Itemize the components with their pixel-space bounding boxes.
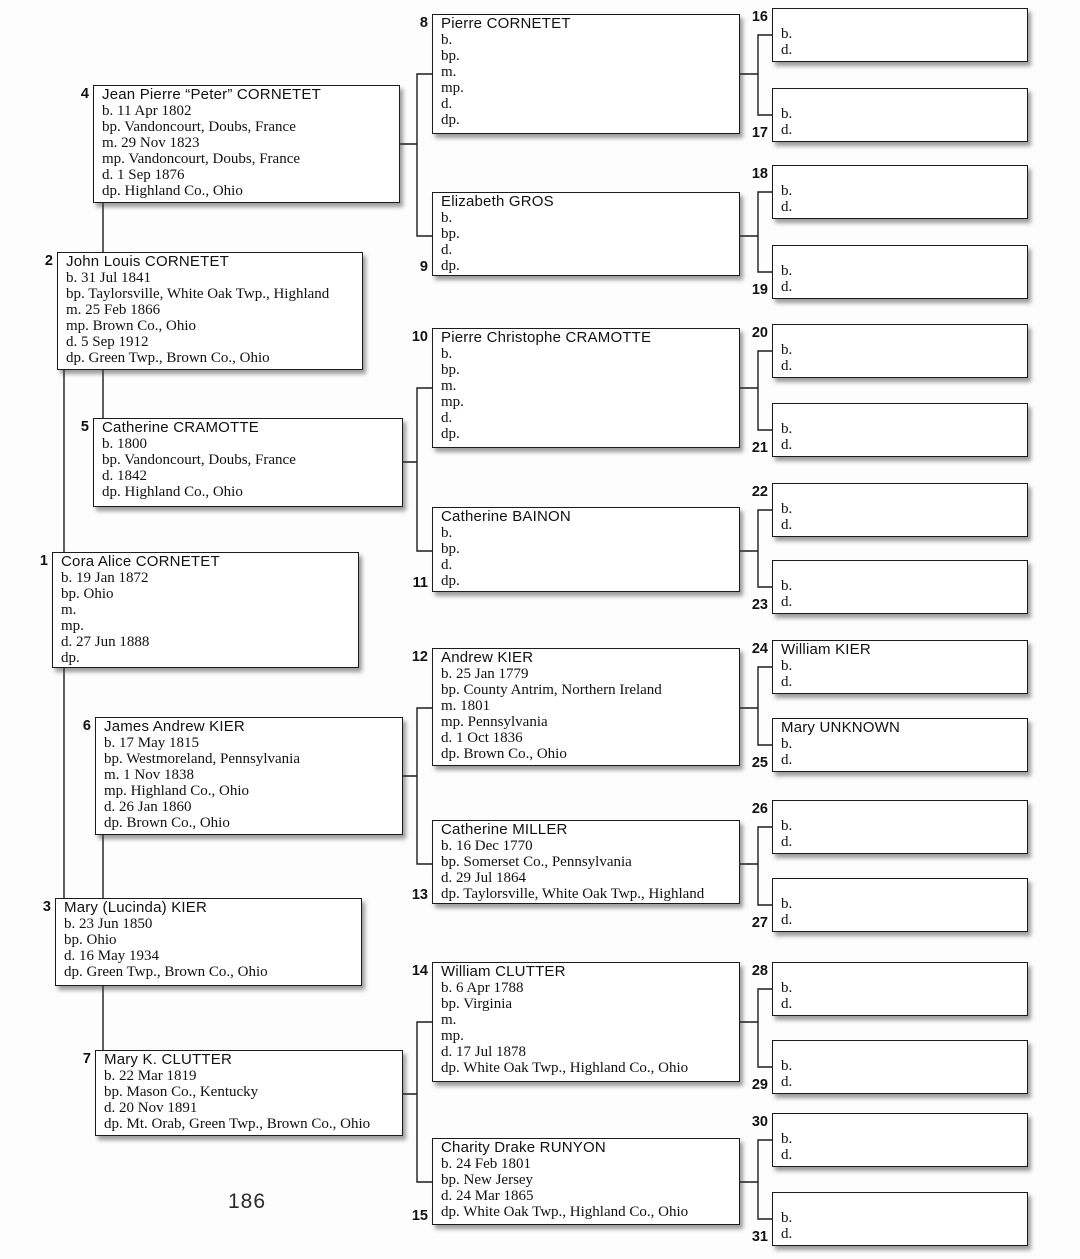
birth-line: b. bbox=[781, 421, 793, 437]
deathplace-line: dp. bbox=[441, 258, 460, 274]
birthplace-line: bp. New Jersey bbox=[441, 1172, 534, 1188]
marriageplace-line: mp. bbox=[441, 394, 464, 410]
page-number: 186 bbox=[228, 1190, 267, 1213]
marriage-line: m. 25 Feb 1866 bbox=[66, 302, 161, 318]
bracket-20-21 bbox=[740, 351, 772, 430]
person-box-4 bbox=[93, 85, 400, 203]
person-box-25 bbox=[772, 718, 1028, 772]
birthplace-line: bp. Ohio bbox=[61, 586, 114, 602]
person-name: Catherine MILLER bbox=[441, 821, 568, 838]
deathplace-line: dp. Mt. Orab, Green Twp., Brown Co., Ohio bbox=[104, 1116, 371, 1132]
deathplace-line: dp. Brown Co., Ohio bbox=[104, 815, 230, 831]
marriageplace-line: mp. Highland Co., Ohio bbox=[104, 783, 249, 799]
birth-line: b. 11 Apr 1802 bbox=[102, 103, 192, 119]
birthplace-line: bp. Mason Co., Kentucky bbox=[104, 1084, 259, 1100]
marriage-line: m. 1 Nov 1838 bbox=[104, 767, 194, 783]
death-line: d. bbox=[781, 122, 793, 138]
bracket-22-23 bbox=[740, 510, 772, 587]
death-line: d. 20 Nov 1891 bbox=[104, 1100, 198, 1116]
birth-line: b. bbox=[781, 818, 793, 834]
birth-line: b. 24 Feb 1801 bbox=[441, 1156, 531, 1172]
person-number-15: 15 bbox=[411, 1208, 428, 1224]
birthplace-line: bp. Vandoncourt, Doubs, France bbox=[102, 452, 296, 468]
person-number-6: 6 bbox=[82, 718, 91, 734]
deathplace-line: dp. Highland Co., Ohio bbox=[102, 484, 243, 500]
deathplace-line: dp. bbox=[441, 112, 460, 128]
death-line: d. bbox=[781, 1147, 793, 1163]
death-line: d. bbox=[441, 557, 453, 573]
person-name bbox=[781, 485, 1023, 501]
birth-line: b. bbox=[781, 1131, 793, 1147]
person-number-26: 26 bbox=[751, 801, 768, 817]
person-name: William KIER bbox=[781, 641, 871, 658]
death-line: d. bbox=[441, 96, 453, 112]
person-box-17 bbox=[772, 88, 1028, 142]
person-name bbox=[781, 1042, 1023, 1058]
person-box-3 bbox=[55, 898, 362, 986]
person-box-16 bbox=[772, 8, 1028, 62]
marriage-line: m. 1801 bbox=[441, 698, 491, 714]
person-name: Charity Drake RUNYON bbox=[441, 1139, 606, 1156]
deathplace-line: dp. bbox=[61, 650, 80, 666]
person-name bbox=[781, 405, 1023, 421]
bracket-26-27 bbox=[740, 827, 772, 905]
bracket-16-17 bbox=[740, 35, 772, 115]
person-number-1: 1 bbox=[39, 553, 48, 569]
deathplace-line: dp. bbox=[441, 426, 460, 442]
person-box-27 bbox=[772, 878, 1028, 932]
person-name: Cora Alice CORNETET bbox=[61, 553, 220, 570]
person-number-23: 23 bbox=[751, 597, 768, 613]
birth-line: b. 1800 bbox=[102, 436, 147, 452]
person-name: James Andrew KIER bbox=[104, 718, 245, 735]
person-number-28: 28 bbox=[751, 963, 768, 979]
person-number-29: 29 bbox=[751, 1077, 768, 1093]
person-number-11: 11 bbox=[412, 575, 428, 591]
birth-line: b. bbox=[781, 736, 793, 752]
death-line: d. 1 Oct 1836 bbox=[441, 730, 523, 746]
person-number-25: 25 bbox=[751, 755, 768, 771]
person-box-31 bbox=[772, 1192, 1028, 1246]
bracket-12-13 bbox=[403, 708, 432, 864]
birth-line: b. 23 Jun 1850 bbox=[64, 916, 153, 932]
death-line: d. bbox=[781, 594, 793, 610]
person-number-18: 18 bbox=[751, 166, 768, 182]
birthplace-line: bp. bbox=[441, 48, 460, 64]
bracket-28-29 bbox=[740, 989, 772, 1067]
person-name bbox=[781, 167, 1023, 183]
deathplace-line: dp. White Oak Twp., Highland Co., Ohio bbox=[441, 1060, 689, 1076]
birth-line: b. bbox=[781, 263, 793, 279]
death-line: d. bbox=[781, 912, 793, 928]
person-box-6 bbox=[95, 717, 403, 835]
person-number-12: 12 bbox=[411, 649, 428, 665]
marriageplace-line: mp. bbox=[441, 80, 464, 96]
person-box-26 bbox=[772, 800, 1028, 854]
person-name: William CLUTTER bbox=[441, 963, 566, 980]
person-box-20 bbox=[772, 324, 1028, 378]
birth-line: b. bbox=[781, 501, 793, 517]
person-name: Mary K. CLUTTER bbox=[104, 1051, 233, 1068]
person-number-9: 9 bbox=[419, 259, 428, 275]
birth-line: b. bbox=[781, 896, 793, 912]
person-name bbox=[781, 562, 1023, 578]
birth-line: b. bbox=[781, 106, 793, 122]
person-box-9 bbox=[432, 192, 740, 276]
person-box-24 bbox=[772, 640, 1028, 694]
person-box-21 bbox=[772, 403, 1028, 457]
marriage-line: m. bbox=[61, 602, 77, 618]
marriageplace-line: mp. bbox=[61, 618, 84, 634]
person-box-18 bbox=[772, 165, 1028, 219]
birth-line: b. bbox=[781, 980, 793, 996]
person-name bbox=[781, 247, 1023, 263]
person-number-22: 22 bbox=[751, 484, 768, 500]
bracket-18-19 bbox=[740, 192, 772, 272]
birthplace-line: bp. Ohio bbox=[64, 932, 117, 948]
birth-line: b. bbox=[781, 1058, 793, 1074]
person-number-31: 31 bbox=[751, 1229, 768, 1245]
death-line: d. bbox=[781, 996, 793, 1012]
birth-line: b. bbox=[781, 26, 793, 42]
person-name: Catherine CRAMOTTE bbox=[102, 419, 259, 436]
birthplace-line: bp. Vandoncourt, Doubs, France bbox=[102, 119, 296, 135]
person-name: Pierre Christophe CRAMOTTE bbox=[441, 329, 652, 346]
death-line: d. bbox=[781, 834, 793, 850]
person-box-12 bbox=[432, 648, 740, 766]
birth-line: b. bbox=[781, 183, 793, 199]
person-box-28 bbox=[772, 962, 1028, 1016]
birth-line: b. 17 May 1815 bbox=[104, 735, 199, 751]
death-line: d. 29 Jul 1864 bbox=[441, 870, 527, 886]
deathplace-line: dp. Green Twp., Brown Co., Ohio bbox=[66, 350, 270, 366]
person-number-14: 14 bbox=[411, 963, 428, 979]
person-number-16: 16 bbox=[751, 9, 768, 25]
person-number-13: 13 bbox=[411, 887, 428, 903]
bracket-24-25 bbox=[740, 667, 772, 745]
birthplace-line: bp. Taylorsville, White Oak Twp., Highland bbox=[66, 286, 330, 302]
marriageplace-line: mp. Pennsylvania bbox=[441, 714, 548, 730]
birth-line: b. bbox=[441, 32, 453, 48]
birth-line: b. 19 Jan 1872 bbox=[61, 570, 149, 586]
person-name bbox=[781, 964, 1023, 980]
person-number-27: 27 bbox=[751, 915, 768, 931]
death-line: d. bbox=[781, 517, 793, 533]
person-name bbox=[781, 326, 1023, 342]
person-name: Pierre CORNETET bbox=[441, 15, 571, 32]
birthplace-line: bp. Virginia bbox=[441, 996, 513, 1012]
birthplace-line: bp. Westmoreland, Pennsylvania bbox=[104, 751, 300, 767]
person-name: John Louis CORNETET bbox=[66, 253, 230, 270]
person-number-21: 21 bbox=[751, 440, 768, 456]
person-box-15 bbox=[432, 1138, 740, 1225]
bracket-8-9 bbox=[400, 74, 432, 236]
birth-line: b. bbox=[441, 525, 453, 541]
death-line: d. bbox=[781, 1226, 793, 1242]
person-box-22 bbox=[772, 483, 1028, 537]
person-box-2 bbox=[57, 252, 363, 370]
person-box-13 bbox=[432, 820, 740, 904]
person-name: Elizabeth GROS bbox=[441, 193, 554, 210]
birth-line: b. 31 Jul 1841 bbox=[66, 270, 152, 286]
person-name bbox=[781, 10, 1023, 26]
person-box-8 bbox=[432, 14, 740, 134]
birthplace-line: bp. bbox=[441, 226, 460, 242]
person-box-10 bbox=[432, 328, 740, 448]
birth-line: b. bbox=[781, 658, 793, 674]
person-name bbox=[781, 1115, 1023, 1131]
deathplace-line: dp. White Oak Twp., Highland Co., Ohio bbox=[441, 1204, 689, 1220]
person-number-19: 19 bbox=[751, 282, 768, 298]
person-number-20: 20 bbox=[751, 325, 768, 341]
deathplace-line: dp. Highland Co., Ohio bbox=[102, 183, 243, 199]
person-box-29 bbox=[772, 1040, 1028, 1094]
person-number-5: 5 bbox=[80, 419, 89, 435]
death-line: d. bbox=[781, 42, 793, 58]
person-name bbox=[781, 880, 1023, 896]
person-box-7 bbox=[95, 1050, 403, 1136]
death-line: d. 27 Jun 1888 bbox=[61, 634, 150, 650]
death-line: d. bbox=[781, 199, 793, 215]
death-line: d. 24 Mar 1865 bbox=[441, 1188, 534, 1204]
person-number-3: 3 bbox=[42, 899, 51, 915]
person-box-1 bbox=[52, 552, 359, 668]
birth-line: b. 16 Dec 1770 bbox=[441, 838, 533, 854]
death-line: d. 1 Sep 1876 bbox=[102, 167, 185, 183]
birthplace-line: bp. Somerset Co., Pennsylvania bbox=[441, 854, 632, 870]
birth-line: b. bbox=[441, 210, 453, 226]
birth-line: b. bbox=[781, 342, 793, 358]
person-box-5 bbox=[93, 418, 403, 507]
death-line: d. bbox=[441, 410, 453, 426]
birth-line: b. bbox=[781, 1210, 793, 1226]
person-name: Mary (Lucinda) KIER bbox=[64, 899, 208, 916]
marriage-line: m. 29 Nov 1823 bbox=[102, 135, 200, 151]
person-number-7: 7 bbox=[82, 1051, 91, 1067]
birth-line: b. bbox=[441, 346, 453, 362]
person-number-2: 2 bbox=[44, 253, 53, 269]
person-name bbox=[781, 90, 1023, 106]
person-box-11 bbox=[432, 507, 740, 592]
bracket-10-11 bbox=[403, 388, 432, 551]
death-line: d. bbox=[781, 674, 793, 690]
death-line: d. 17 Jul 1878 bbox=[441, 1044, 527, 1060]
birthplace-line: bp. bbox=[441, 362, 460, 378]
birth-line: b. 25 Jan 1779 bbox=[441, 666, 529, 682]
person-name bbox=[781, 1194, 1023, 1210]
death-line: d. bbox=[781, 752, 793, 768]
birth-line: b. 22 Mar 1819 bbox=[104, 1068, 197, 1084]
person-box-30 bbox=[772, 1113, 1028, 1167]
death-line: d. 26 Jan 1860 bbox=[104, 799, 192, 815]
person-name: Catherine BAINON bbox=[441, 508, 571, 525]
person-number-8: 8 bbox=[419, 15, 428, 31]
birth-line: b. bbox=[781, 578, 793, 594]
deathplace-line: dp. bbox=[441, 573, 460, 589]
marriageplace-line: mp. bbox=[441, 1028, 464, 1044]
person-number-10: 10 bbox=[411, 329, 428, 345]
marriageplace-line: mp. Brown Co., Ohio bbox=[66, 318, 197, 334]
death-line: d. bbox=[781, 358, 793, 374]
death-line: d. 1842 bbox=[102, 468, 147, 484]
deathplace-line: dp. Taylorsville, White Oak Twp., Highland bbox=[441, 886, 705, 902]
birthplace-line: bp. bbox=[441, 541, 460, 557]
person-box-19 bbox=[772, 245, 1028, 299]
bracket-30-31 bbox=[740, 1140, 772, 1219]
person-name: Jean Pierre “Peter” CORNETET bbox=[102, 86, 321, 103]
death-line: d. bbox=[781, 1074, 793, 1090]
death-line: d. 16 May 1934 bbox=[64, 948, 159, 964]
person-number-24: 24 bbox=[751, 641, 768, 657]
birthplace-line: bp. County Antrim, Northern Ireland bbox=[441, 682, 662, 698]
death-line: d. bbox=[441, 242, 453, 258]
person-number-30: 30 bbox=[751, 1114, 768, 1130]
person-name bbox=[781, 802, 1023, 818]
person-box-14 bbox=[432, 962, 740, 1082]
person-number-4: 4 bbox=[80, 86, 89, 102]
birth-line: b. 6 Apr 1788 bbox=[441, 980, 524, 996]
person-box-23 bbox=[772, 560, 1028, 614]
death-line: d. 5 Sep 1912 bbox=[66, 334, 149, 350]
marriage-line: m. bbox=[441, 378, 457, 394]
marriage-line: m. bbox=[441, 64, 457, 80]
person-name: Mary UNKNOWN bbox=[781, 719, 901, 736]
marriage-line: m. bbox=[441, 1012, 457, 1028]
death-line: d. bbox=[781, 437, 793, 453]
person-name: Andrew KIER bbox=[441, 649, 534, 666]
person-number-17: 17 bbox=[751, 125, 768, 141]
marriageplace-line: mp. Vandoncourt, Doubs, France bbox=[102, 151, 301, 167]
death-line: d. bbox=[781, 279, 793, 295]
deathplace-line: dp. Green Twp., Brown Co., Ohio bbox=[64, 964, 268, 980]
bracket-14-15 bbox=[403, 1022, 432, 1182]
deathplace-line: dp. Brown Co., Ohio bbox=[441, 746, 567, 762]
